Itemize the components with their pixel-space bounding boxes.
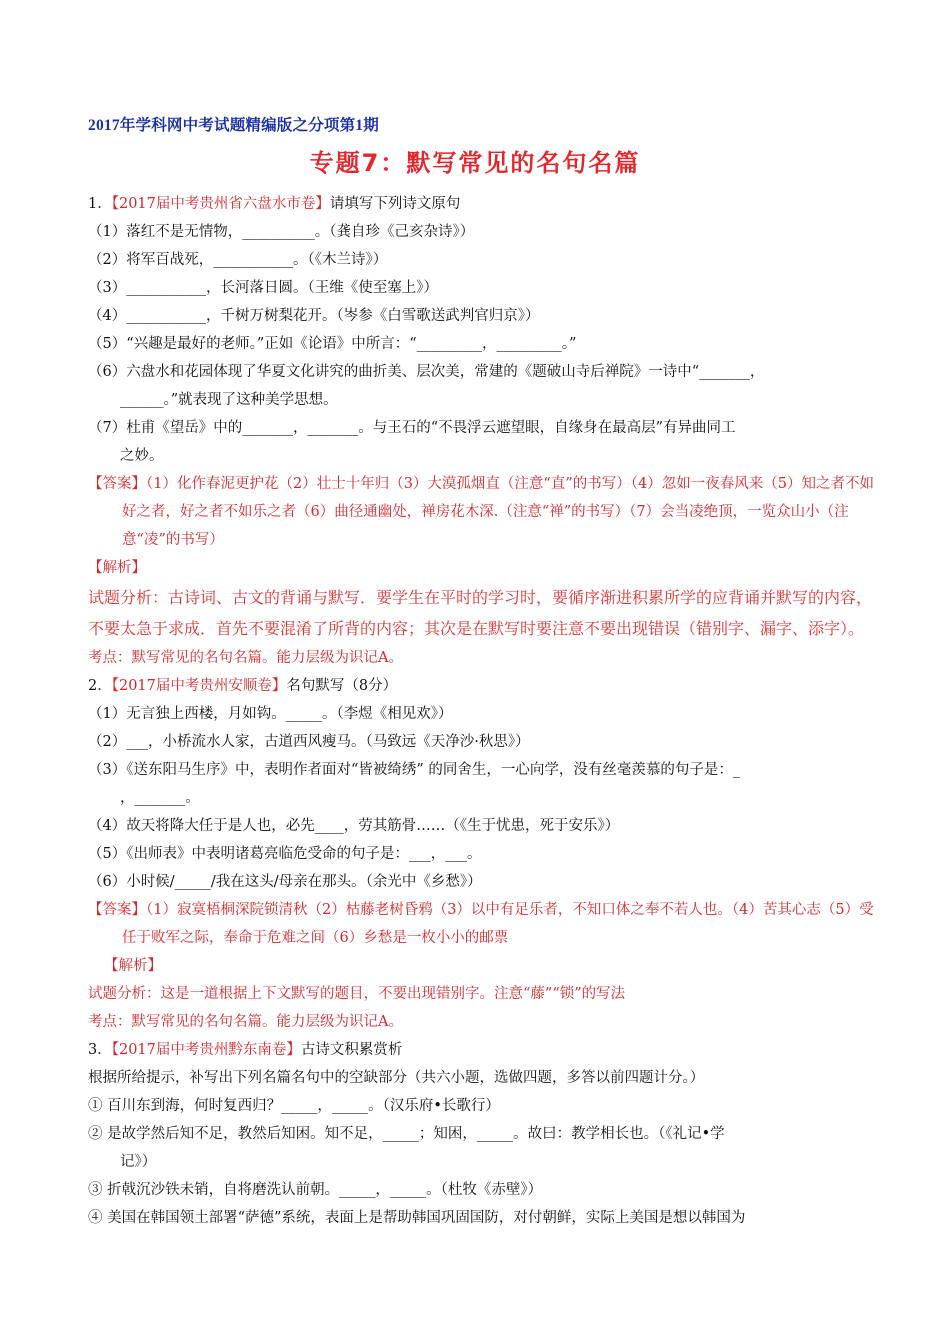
question-prompt: 古诗文积累赏析 — [300, 1042, 403, 1058]
q2-analysis-title: 【解析】 — [104, 958, 162, 974]
q1-item: （2）将军百战死，___________。（《木兰诗》） — [88, 252, 388, 268]
q1-item: （6）六盘水和花园体现了华夏文化讲究的曲折美、层次美，常建的《题破山寺后禅院》一诗中“_______， — [88, 364, 765, 380]
q3-item: ④ 美国在韩国领土部署“萨德”系统，表面上是帮助韩国巩固国防，对付朝鲜，实际上美国是想以韩国为 — [88, 1210, 746, 1226]
q2-analysis: 试题分析：这是一道根据上下文默写的题目，不要出现错别字。注意“藤”“锁”的写法 — [88, 986, 626, 1002]
q2-item: （5）《出师表》中表明诸葛亮临危受命的句子是：___，___。 — [88, 846, 482, 862]
question-prompt: 名句默写（8分） — [286, 678, 398, 694]
q1-item-continuation: ______。”就表现了这种美学思想。 — [120, 392, 338, 408]
question-2-heading — [88, 672, 878, 700]
q1-item: （1）落红不是无情物，__________。（龚自珍《己亥杂诗》） — [88, 224, 475, 240]
series-title: 2017年学科网中考试题精编版之分项第1期 — [88, 117, 379, 134]
question-source: 【2017届中考贵州安顺卷】 — [111, 678, 287, 694]
q2-answer: 【答案】（1）寂寞梧桐深院锁清秋（2）枯藤老树昏鸦（3）以中有足乐者，不知口体之奉不若人也。（4）苦其心志（5）受任于败军之际，奉命于危难之间（6）乡愁是一枚小小的邮票 — [88, 902, 874, 946]
q1-item: （3）___________，长河落日圆。（王维《使至塞上》） — [88, 280, 438, 296]
question-1-heading — [88, 190, 878, 218]
q2-item: （1）无言独上西楼，月如钩。_____。（李煜《相见欢》） — [88, 706, 453, 722]
q2-item: （6）小时候/_____/我在这头/母亲在那头。（余光中《乡愁》） — [88, 874, 482, 890]
document-body — [88, 190, 878, 1232]
q2-item-continuation: ，_______。 — [120, 790, 200, 806]
question-number: 1． — [88, 196, 112, 212]
question-source: 【2017届中考贵州黔东南卷】 — [111, 1042, 301, 1058]
q1-kaodian: 考点：默写常见的名句名篇。能力层级为识记A。 — [88, 650, 403, 666]
q3-item: ② 是故学然后知不足，教然后知困。知不足，_____；知困，_____。故曰：教学相长也。（《礼记•学 — [88, 1126, 725, 1142]
q3-item: ① 百川东到海，何时复西归？_____，_____。（汉乐府•长歌行） — [88, 1098, 500, 1114]
question-prompt: 请填写下列诗文原句 — [329, 196, 461, 212]
q1-answer: 【答案】（1）化作春泥更护花（2）壮士十年归（3）大漠孤烟直（注意“直”的书写）（4）忽如一夜春风来（5）知之者不如好之者，好之者不如乐之者（6）曲径通幽处，禅房花木深.（注意“禅”的书写）（7）会当凌绝顶，一览众山小（注意“凌”的书写） — [88, 476, 874, 548]
question-source: 【2017届中考贵州省六盘水市卷】 — [111, 196, 330, 212]
q3-intro: 根据所给提示，补写出下列名篇名句中的空缺部分（共六小题，选做四题，多答以前四题计分。） — [88, 1070, 705, 1086]
question-number: 3． — [88, 1042, 112, 1058]
q2-item: （3）《送东阳马生序》中，表明作者面对“皆被绮绣” 的同舍生，一心向学，没有丝毫羡慕的句子是：_ — [88, 762, 741, 778]
q1-item-continuation: 之妙。 — [120, 448, 164, 464]
q1-analysis: 试题分析：古诗词、古文的背诵与默写．要学生在平时的学习时，要循序渐进积累所学的应背诵并默写的内容，不要太急于求成．首先不要混淆了所背的内容；其次是在默写时要注意不要出现错误（错别字、漏字、添字）。 — [88, 588, 873, 638]
q1-item: （4）___________，千树万树梨花开。（岑参《白雪歌送武判官归京》） — [88, 308, 540, 324]
q1-analysis-title: 【解析】 — [88, 560, 146, 576]
question-3-heading — [88, 1036, 878, 1064]
question-number: 2． — [88, 678, 112, 694]
q2-item: （4）故天将降大任于是人也，必先____，劳其筋骨……（《生于忧患，死于安乐》） — [88, 818, 620, 834]
q2-kaodian: 考点：默写常见的名句名篇。能力层级为识记A。 — [88, 1014, 403, 1030]
q1-item: （7）杜甫《望岳》中的_______，_______。与王石的“不畏浮云遮望眼，自缘身在最高层”有异曲同工 — [88, 420, 736, 436]
q3-item: ③ 折戟沉沙铁未销，自将磨洗认前朝。_____，_____。（杜牧《赤壁》） — [88, 1182, 543, 1198]
q1-item: （5）“兴趣是最好的老师。”正如《论语》中所言：“_________，_________。” — [88, 336, 577, 352]
q2-item: （2）___，小桥流水人家，古道西风瘦马。（马致远《天净沙·秋思》） — [88, 734, 530, 750]
q3-item-continuation: 记》） — [120, 1154, 157, 1170]
topic-title: 专题7：默写常见的名句名篇 — [309, 149, 641, 177]
